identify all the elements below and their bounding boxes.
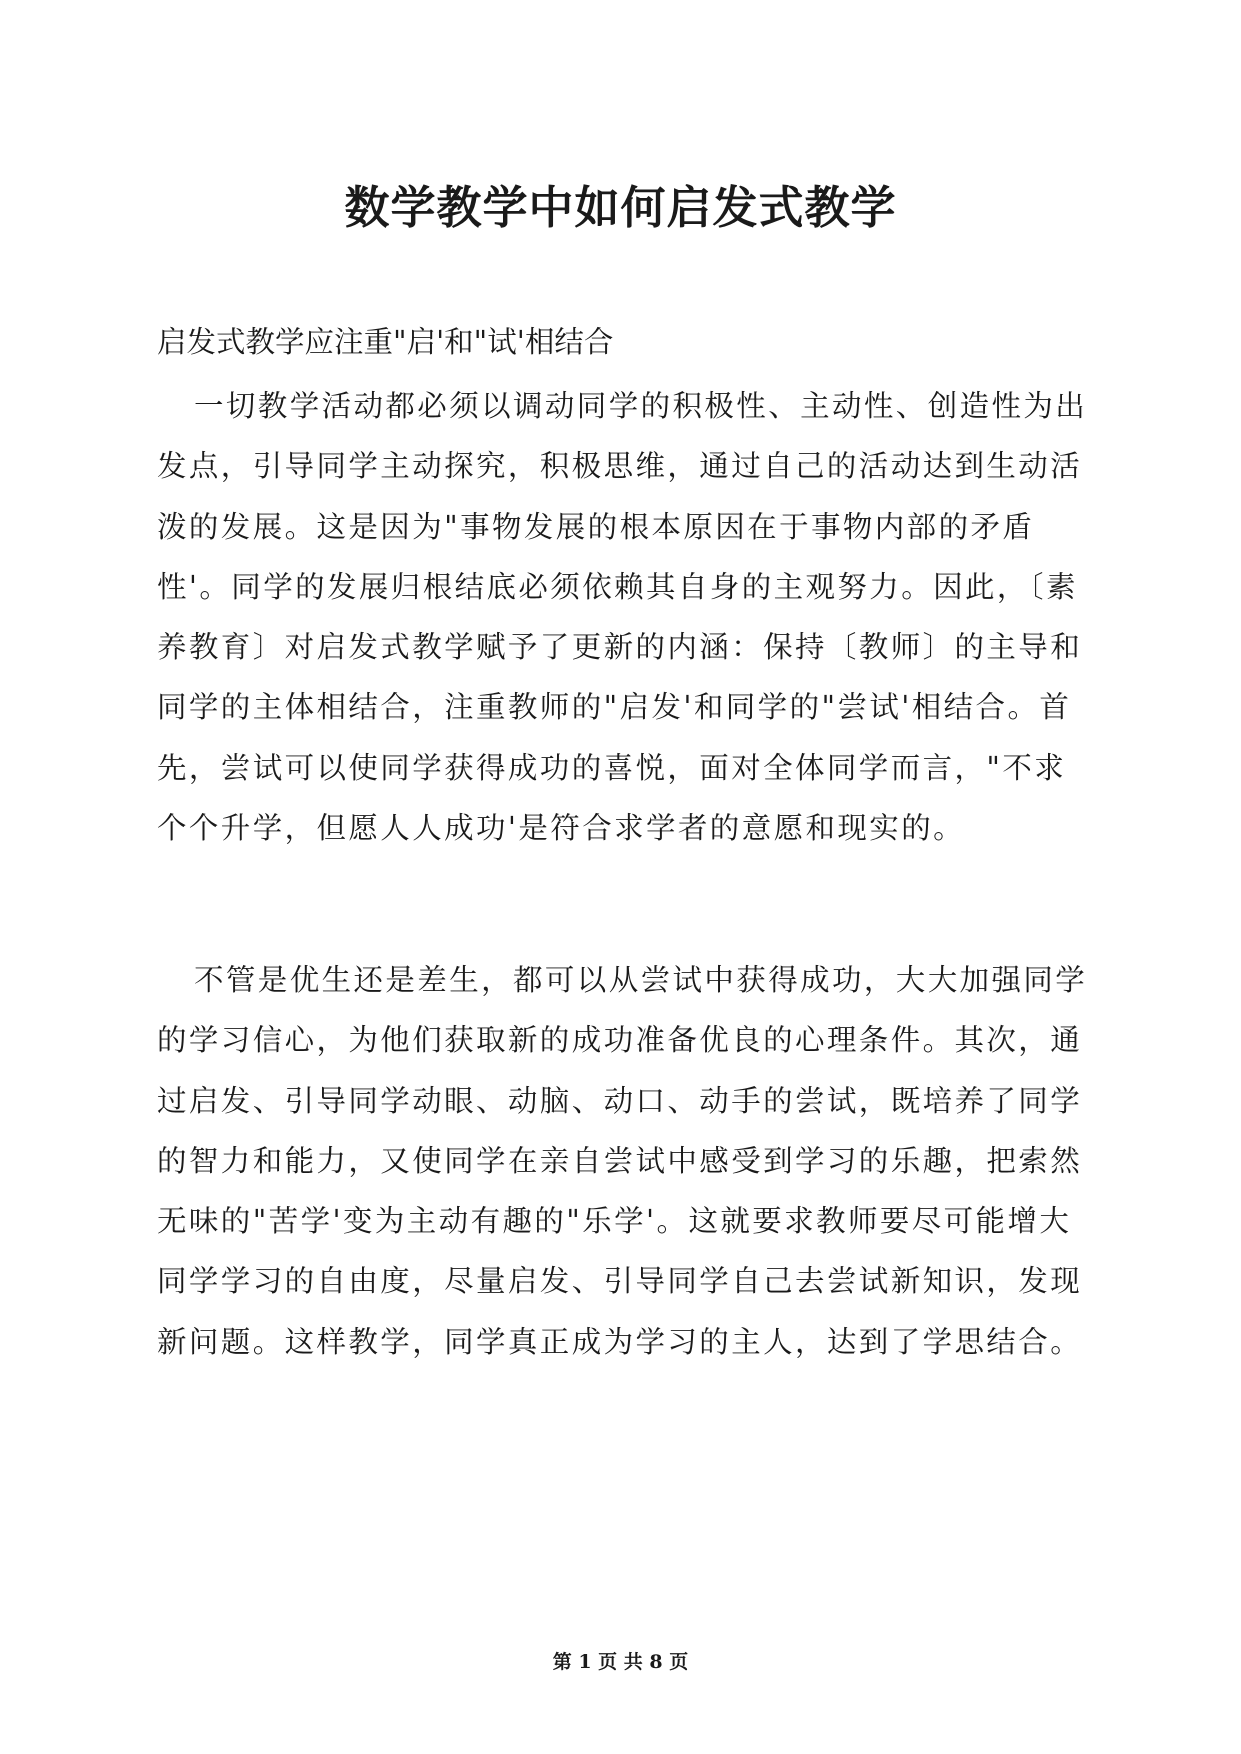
document-title: 数学教学中如何启发式教学 bbox=[344, 181, 897, 234]
page-number-footer: 第 1 页 共 8 页 bbox=[552, 1651, 689, 1673]
body-paragraph-1: 一切教学活动都必须以调动同学的积极性、主动性、创造性为出发点，引导同学主动探究，积极思维，通过自己的活动达到生动活泼的发展。这是因为"事物发展的根本原因在于事物内部的矛盾性'。同学的发展归根结底必须依赖其自身的主观努力。因此，〔素养教育〕对启发式教学赋予了更新的内涵：保持〔教师〕的主导和同学的主体相结合，注重教师的"启发'和同学的"尝试'相结合。首先，尝试可以使同学获得成功的喜悦，面对全体同学而言，"不求个个升学，但愿人人成功'是符合求学者的意愿和现实的。 bbox=[157, 389, 1088, 846]
section-subheading: 启发式教学应注重"启'和"试'相结合 bbox=[157, 325, 614, 359]
body-paragraph-2: 不管是优生还是差生，都可以从尝试中获得成功，大大加强同学的学习信心，为他们获取新的成功准备优良的心理条件。其次，通过启发、引导同学动眼、动脑、动口、动手的尝试，既培养了同学的智力和能力，又使同学在亲自尝试中感受到学习的乐趣，把索然无味的"苦学'变为主动有趣的"乐学'。这就要求教师要尽可能增大同学学习的自由度，尽量启发、引导同学自己去尝试新知识，发现新问题。这样教学，同学真正成为学习的主人，达到了学思结合。 bbox=[157, 963, 1088, 1359]
